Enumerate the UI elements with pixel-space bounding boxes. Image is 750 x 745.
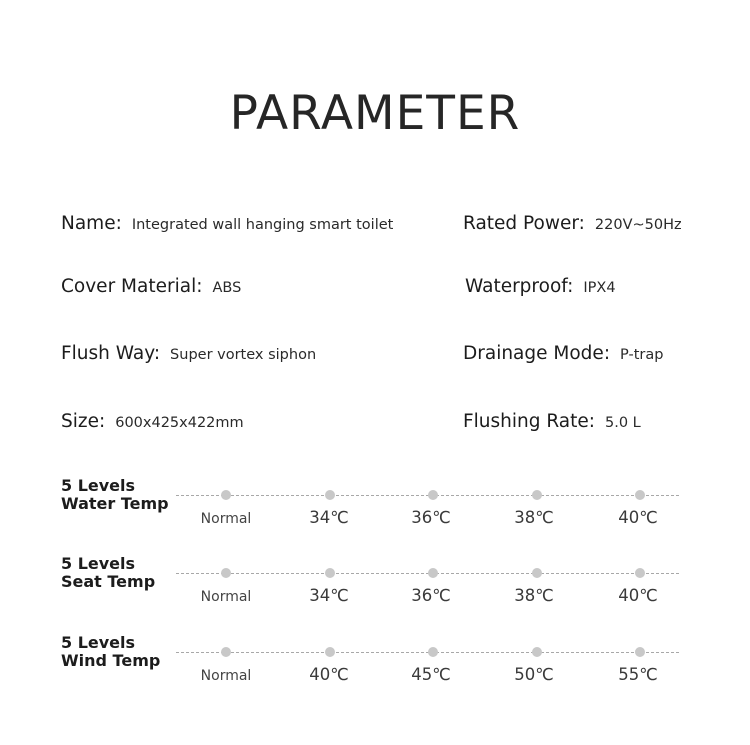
spec-label: Flush Way <box>61 343 154 364</box>
page-title: PARAMETER <box>229 86 521 141</box>
level-row-seat-temp <box>0 555 750 635</box>
level-option: 38℃ <box>514 586 554 605</box>
spec-size: Size: 600x425x422mm <box>61 411 244 432</box>
level-dot <box>532 647 542 657</box>
spec-value: 220V~50Hz <box>594 217 682 233</box>
level-option: 40℃ <box>618 508 658 527</box>
level-title-line1: 5 Levels <box>61 554 136 573</box>
spec-label: Drainage Mode <box>463 343 604 364</box>
spec-label: Flushing Rate <box>463 411 589 432</box>
level-dot <box>532 490 542 500</box>
level-dot <box>428 568 438 578</box>
level-dot <box>428 490 438 500</box>
level-title-line1: 5 Levels <box>61 476 136 495</box>
level-title <box>61 477 169 513</box>
spec-waterproof: Waterproof: IPX4 <box>465 276 616 297</box>
level-option: 40℃ <box>618 586 658 605</box>
level-dot <box>325 647 335 657</box>
level-dot <box>221 490 231 500</box>
level-row-water-temp <box>0 477 750 557</box>
spec-label: Name <box>61 213 116 234</box>
level-option: 36℃ <box>411 508 451 527</box>
level-dot <box>221 568 231 578</box>
level-option: 40℃ <box>309 665 349 684</box>
level-row-wind-temp <box>0 634 750 714</box>
spec-label: Waterproof <box>465 276 568 297</box>
level-dot <box>325 490 335 500</box>
level-dot <box>221 647 231 657</box>
level-dot <box>325 568 335 578</box>
spec-flushing-rate: Flushing Rate: 5.0 L <box>463 411 641 432</box>
spec-value: Super vortex siphon <box>170 347 317 363</box>
spec-cover-material: Cover Material: ABS <box>61 276 242 297</box>
level-option: 36℃ <box>411 586 451 605</box>
level-dot <box>635 490 645 500</box>
level-title <box>61 634 160 670</box>
level-title-line2: Seat Temp <box>61 572 156 591</box>
spec-flush-way: Flush Way: Super vortex siphon <box>61 343 317 364</box>
spec-value: ABS <box>212 280 242 296</box>
level-dot <box>532 568 542 578</box>
level-dot <box>635 568 645 578</box>
level-option: 55℃ <box>618 665 658 684</box>
spec-value: IPX4 <box>583 280 616 296</box>
spec-name: Name: Integrated wall hanging smart toilet <box>61 213 394 234</box>
level-dot <box>428 647 438 657</box>
spec-label: Size <box>61 411 99 432</box>
level-title-line2: Wind Temp <box>61 651 161 670</box>
spec-label: Cover Material <box>61 276 197 297</box>
level-option: 50℃ <box>514 665 554 684</box>
level-option: 34℃ <box>309 586 349 605</box>
level-option: Normal <box>200 589 252 605</box>
level-option: Normal <box>200 511 252 527</box>
spec-rated-power: Rated Power: 220V~50Hz <box>463 213 682 234</box>
level-title-line2: Water Temp <box>61 494 169 513</box>
level-option: 34℃ <box>309 508 349 527</box>
spec-label: Rated Power <box>463 213 579 234</box>
level-title-line1: 5 Levels <box>61 633 136 652</box>
spec-value: P-trap <box>620 347 664 363</box>
spec-value: 600x425x422mm <box>115 415 244 431</box>
spec-value: 5.0 L <box>605 415 641 431</box>
level-option: 45℃ <box>411 665 451 684</box>
level-title <box>61 555 155 591</box>
level-option: Normal <box>200 668 252 684</box>
level-option: 38℃ <box>514 508 554 527</box>
spec-drainage-mode: Drainage Mode: P-trap <box>463 343 664 364</box>
level-dot <box>635 647 645 657</box>
spec-value: Integrated wall hanging smart toilet <box>131 217 394 233</box>
